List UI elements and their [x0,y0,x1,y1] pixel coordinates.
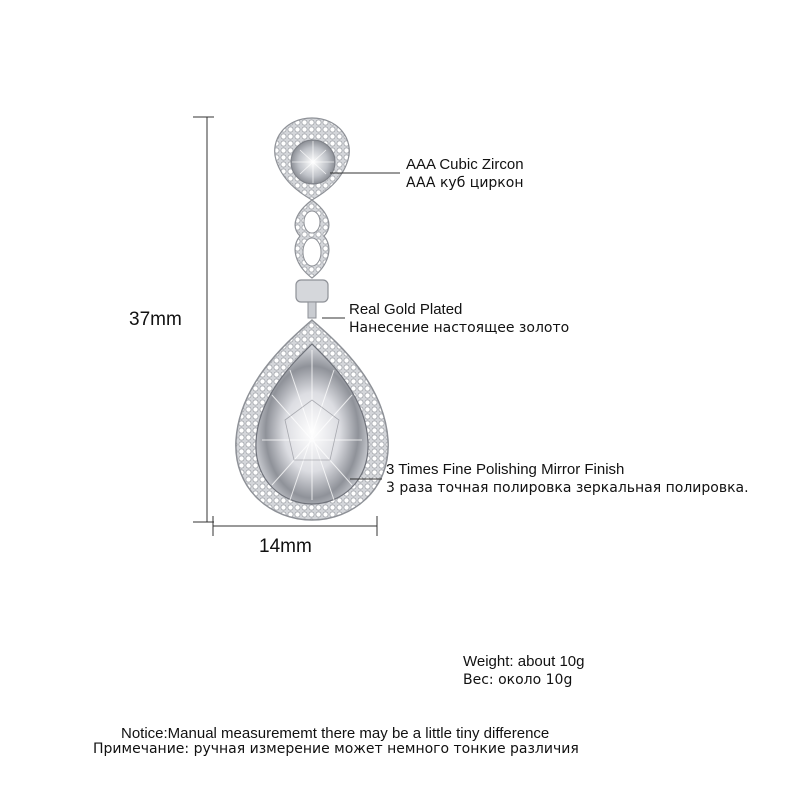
teardrop-pendant [236,320,388,520]
width-dimension-line [213,516,377,536]
width-label: 14mm [259,536,312,557]
top-stud [275,118,350,200]
callout-plating-en: Real Gold Plated [349,301,463,318]
height-dimension-line [193,117,214,522]
callout-finish-en: 3 Times Fine Polishing Mirror Finish [386,461,625,478]
weight-ru: Вес: около 10g [463,672,573,688]
callout-zircon-ru: AAA куб циркон [406,175,524,191]
callout-finish-ru: 3 раза точная полировка зеркальная полировка. [386,480,749,496]
callout-zircon-en: AAA Cubic Zircon [406,156,524,173]
infinity-link [295,200,329,278]
weight-en: Weight: about 10g [463,653,585,670]
notice-ru: Примечание: ручная измерение может немного тонкие различия [93,741,579,757]
notice-en: Notice:Manual measurememt there may be a little tiny difference [121,725,550,742]
height-label: 37mm [129,309,182,330]
connector-bail [296,280,328,318]
callout-plating-ru: Нанесение настоящее золото [349,320,570,336]
